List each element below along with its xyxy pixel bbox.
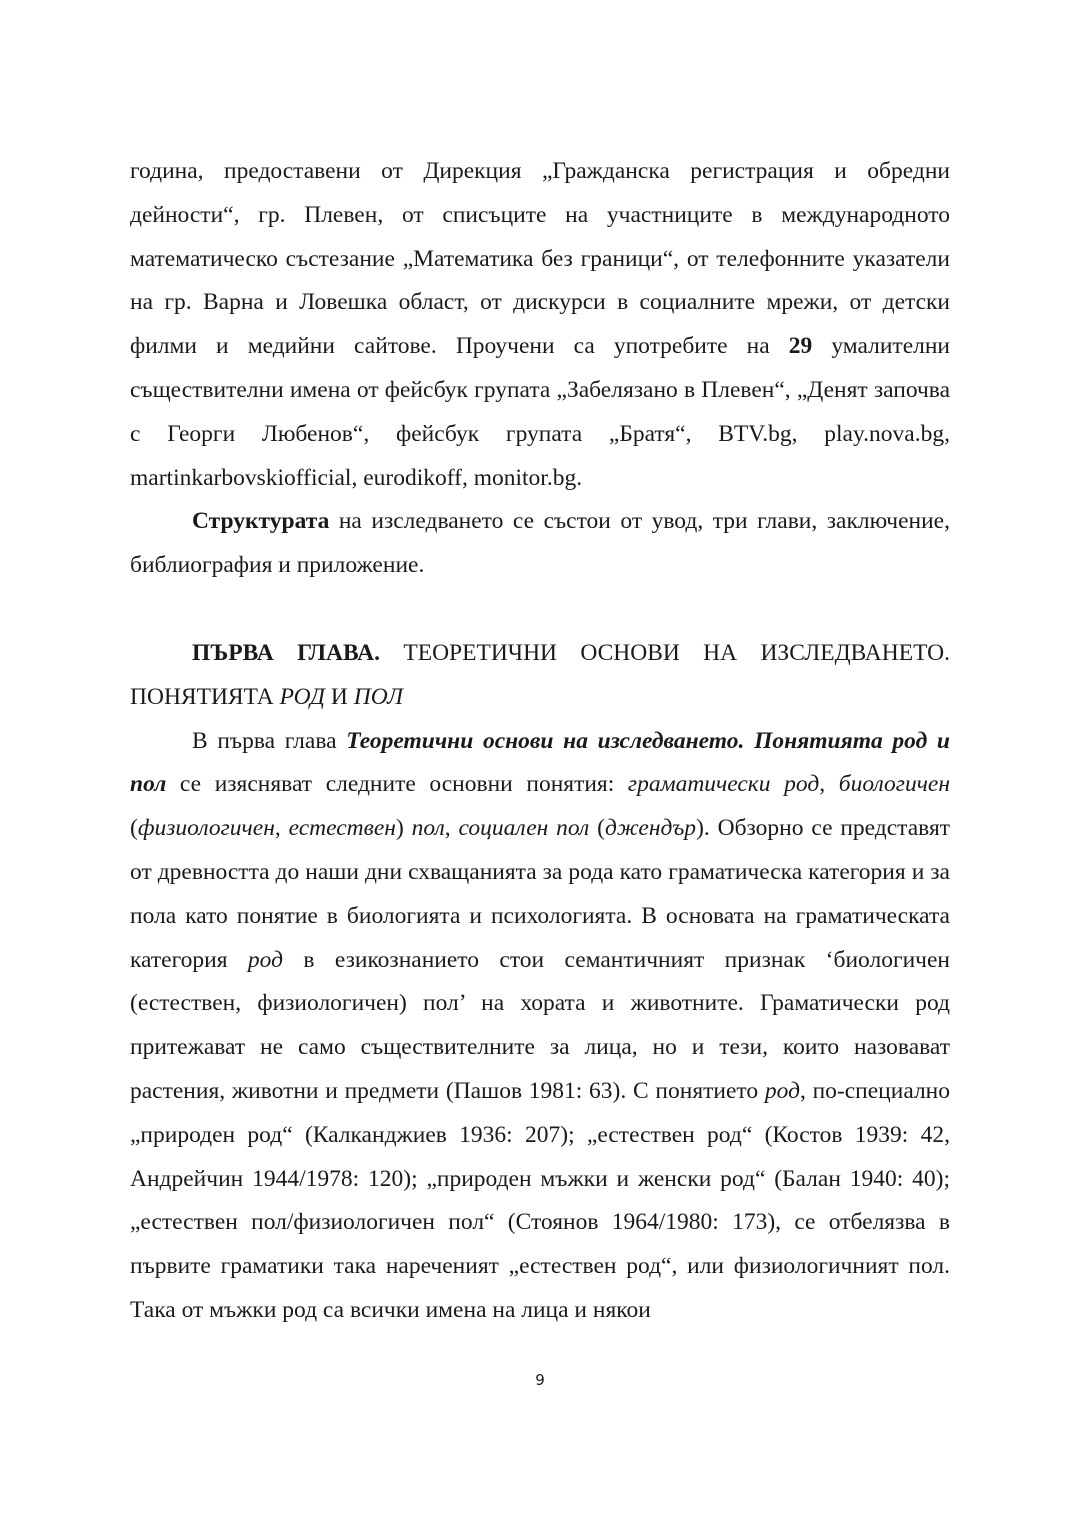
paragraph-text: се изясняват следните основни понятия:	[166, 771, 628, 798]
separator: (	[589, 815, 605, 842]
term: род	[764, 1077, 800, 1104]
paragraph-sources	[130, 150, 950, 500]
bold-lead: Структурата	[192, 508, 330, 535]
separator: )	[395, 815, 412, 842]
term: пол	[411, 815, 445, 842]
paragraph-chapter-one	[130, 720, 950, 1333]
separator: ,	[819, 771, 839, 798]
bold-number: 29	[788, 333, 813, 360]
chapter-connector: И	[325, 683, 354, 710]
term: естествен	[288, 815, 396, 842]
paragraph-text: на изследването се състои от увод, три глави, заключение, библиография и приложение.	[130, 508, 950, 579]
spacer	[130, 588, 950, 632]
term: граматически род	[627, 771, 820, 798]
chapter-label: ПЪРВА ГЛАВА.	[192, 639, 381, 666]
chapter-title-reference: Теоретични основи на изследването. Понятията род и пол	[130, 727, 950, 798]
term: биологичен	[838, 771, 951, 798]
term: джендър	[605, 815, 697, 842]
document-page	[130, 150, 950, 1333]
paragraph-text: в езикознанието стои семантичният признак ‘биологичен (естествен, физиологичен) пол’ на хората и животните. Граматически род притежават не само съществителните за лица, но и тези, които назовават растения, животни и предмети (Пашов 1981: 63). С понятието	[130, 946, 950, 1104]
separator: ,	[274, 815, 289, 842]
chapter-title: ТЕОРЕТИЧНИ ОСНОВИ НА ИЗСЛЕДВАНЕТО. ПОНЯТИЯТА	[130, 639, 950, 710]
separator: ,	[444, 815, 459, 842]
paragraph-text: умалителни съществителни имена от фейсбук групата „Забелязано в Плевен“, „Денят започва с Георги Любенов“, фейсбук групата „Братя“, BTV.bg, play.nova.bg, martinkarbovskiofficial, eurodikoff, monitor.bg.	[130, 333, 950, 491]
term: род	[247, 946, 283, 973]
paragraph-structure	[130, 500, 950, 588]
chapter-term: ПОЛ	[353, 683, 404, 710]
term: физиологичен	[137, 815, 275, 842]
chapter-heading	[130, 632, 950, 720]
page-number: 9	[535, 1371, 545, 1389]
paragraph-text: , по-специално „природен род“ (Калканджиев 1936: 207); „естествен род“ (Костов 1939: 42, Андрейчин 1944/1978: 120); „природен мъжки и женски род“ (Балан 1940: 40); „естествен пол/физиологичен пол“ (Стоянов 1964/1980: 173), се отбелязва в първите граматики така нареченият „естествен род“, или физиологичният пол. Така от мъжки род са всички имена на лица и някои	[130, 1077, 951, 1323]
separator: (	[130, 815, 138, 842]
paragraph-text: В първа глава	[192, 727, 347, 754]
term: социален пол	[458, 815, 590, 842]
paragraph-text: година, предоставени от Дирекция „Гражданска регистрация и обредни дейности“, гр. Плевен, от списъците на участниците в международното математическо състезание „Математика без граници“, от телефонните указатели на гр. Варна и Ловешка област, от дискурси в социалните мрежи, от детски филми и медийни сайтове. Проучени са употребите на	[130, 158, 950, 360]
paragraph-text: ). Обзорно се представят от древността до наши дни схващанията за рода като граматическа категория и за пола като понятие в биологията и психологията. В основата на граматическата категория	[130, 815, 951, 973]
chapter-term: РОД	[279, 683, 326, 710]
